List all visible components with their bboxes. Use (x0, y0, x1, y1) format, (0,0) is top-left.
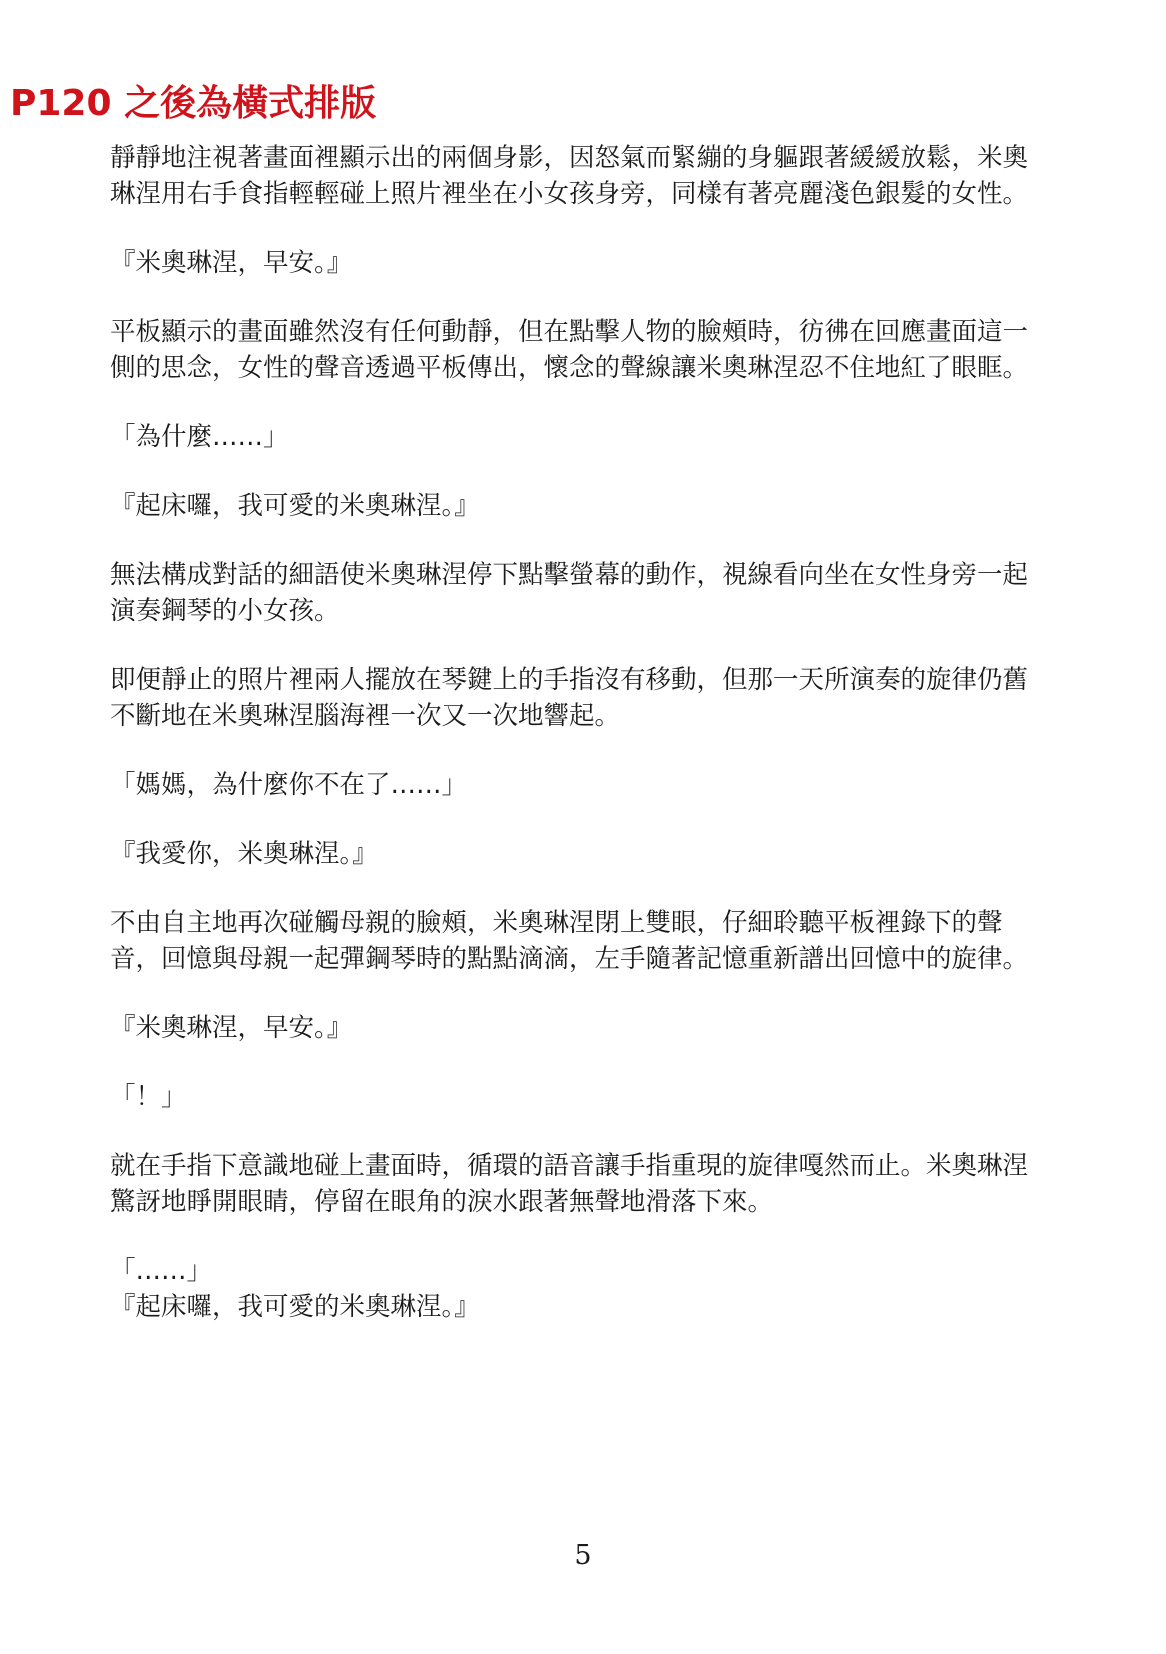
paragraph-9: 『我愛你，米奧琳涅。』 (110, 839, 378, 869)
paragraph-6: 無法構成對話的細語使米奧琳涅停下點擊螢幕的動作，視線看向坐在女性身旁一起演奏鋼琴的小女孩。 (110, 560, 1029, 626)
paragraph-5: 『起床囉，我可愛的米奧琳涅。』 (110, 491, 480, 521)
paragraph-3: 平板顯示的畫面雖然沒有任何動靜，但在點擊人物的臉頰時，彷彿在回應畫面這一側的思念，女性的聲音透過平板傳出，懷念的聲線讓米奧琳涅忍不住地紅了眼眶。 (110, 317, 1029, 383)
paragraph-13: 就在手指下意識地碰上畫面時，循環的語音讓手指重現的旋律嘎然而止。米奧琳涅驚訝地睜開眼睛，停留在眼角的淚水跟著無聲地滑落下來。 (110, 1151, 1029, 1217)
page-number: 5 (574, 1540, 592, 1571)
paragraph-7: 即便靜止的照片裡兩人擺放在琴鍵上的手指沒有移動，但那一天所演奏的旋律仍舊不斷地在米奧琳涅腦海裡一次又一次地響起。 (110, 665, 1029, 731)
layout-note: P120 之後為橫式排版 (10, 83, 377, 124)
paragraph-2: 『米奧琳涅，早安。』 (110, 248, 353, 278)
paragraph-12: 「！」 (110, 1082, 187, 1112)
body-text (110, 140, 1040, 1358)
paragraph-1: 靜靜地注視著畫面裡顯示出的兩個身影，因怒氣而緊繃的身軀跟著緩緩放鬆，米奧琳涅用右手食指輕輕碰上照片裡坐在小女孩身旁，同樣有著亮麗淺色銀髮的女性。 (110, 143, 1029, 209)
paragraph-11: 『米奧琳涅，早安。』 (110, 1013, 353, 1043)
paragraph-15: 『起床囉，我可愛的米奧琳涅。』 (110, 1292, 480, 1322)
paragraph-8: 「媽媽，為什麼你不在了……」 (110, 770, 468, 800)
paragraph-14: 「……」 (110, 1256, 213, 1286)
paragraph-10: 不由自主地再次碰觸母親的臉頰，米奧琳涅閉上雙眼，仔細聆聽平板裡錄下的聲音，回憶與母親一起彈鋼琴時的點點滴滴，左手隨著記憶重新譜出回憶中的旋律。 (110, 908, 1029, 974)
paragraph-4: 「為什麼……」 (110, 422, 289, 452)
